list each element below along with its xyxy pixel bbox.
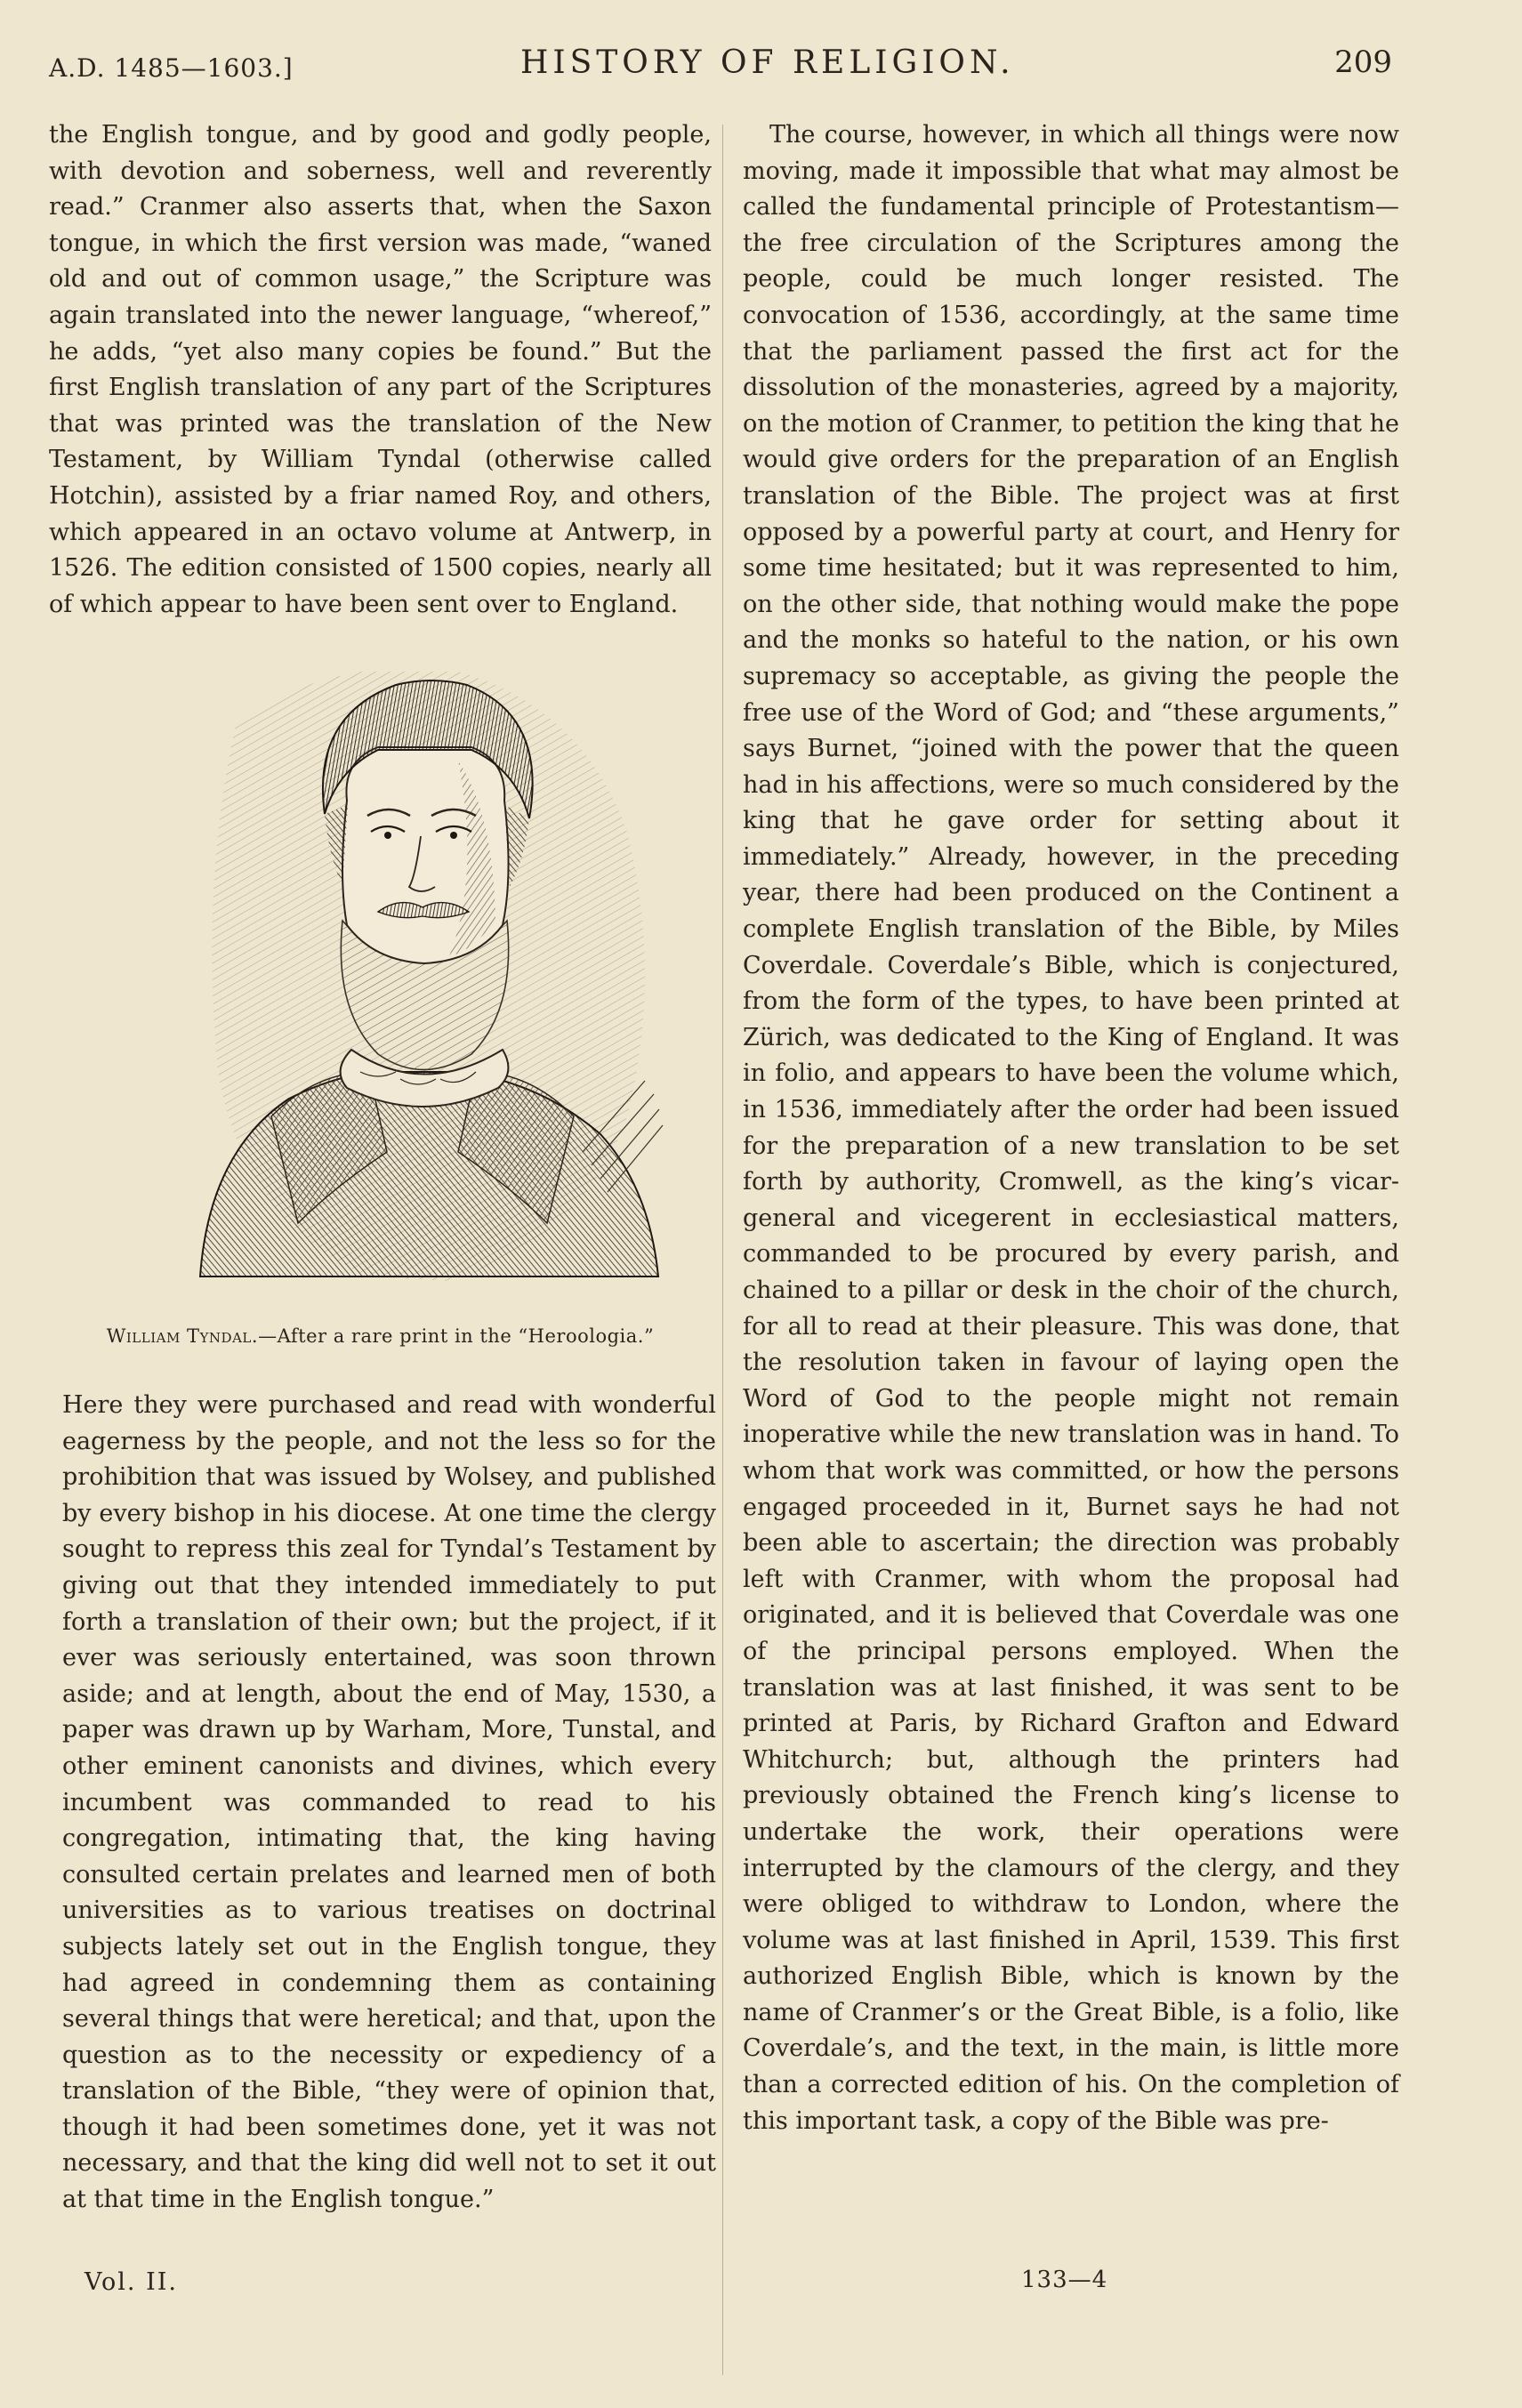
paragraph: Here they were purchased and read with wonderful eagerness by the people, and not the less so for the prohibition that was issued by Wolsey, and published by every bishop in his diocese. At one time the clergy sought to repress this zeal for Tyndal’s Testament by giving out that they intended immediately to put forth a translation of their own; but the project, if it ever was seriously entertained, was soon thrown aside; and at length, about the end of May, 1530, a paper was drawn up by Warham, More, Tunstal, and other eminent canonists and divines, which every incumbent was commanded to read to his congregation, intimating that, the king having consulted certain prelates and learned men of both universities as to various treatises on doctrinal subjects lately set out in the English tongue, they had agreed in condemning them as containing several things that were heretical; and that, upon the question as to the necessity or expediency of a translation of the Bible, “they were of opinion that, though it had been sometimes done, yet it was not necessary, and that the king did well not to set it out at that time in the English tongue.” [62,1391,716,2214]
paragraph: The course, however, in which all things were now moving, made it impossible that what may almost be called the fundamental principle of Protestantism—the free circulation of the Scriptures among the people, could be much longer resisted. The convocation of 1536, accordingly, at the same time that the parliament passed the first act for the dissolution of the monasteries, agreed by a majority, on the motion of Cranmer, to petition the king that he would give orders for the preparation of an English translation of the Bible. The project was at first opposed by a powerful party at court, and Henry for some time hesitated; but it was represented to him, on the other side, that nothing would make the pope and the monks so hateful to the nation, or his own supremacy so acceptable, as giving the people the free use of the Word of God; and “these arguments,” says Burnet, “joined with the power that the queen had in his affections, were so much considered by the king that he gave order for setting about it immediately.” Already, however, in the preceding year, there had been produced on the Continent a complete English translation of the Bible, by Miles Coverdale. Coverdale’s Bible, which is conjectured, from the form of the types, to have been printed at Zürich, was dedicated to the King of England. It was in folio, and appears to have been the volume which, in 1536, immediately after the order had been issued for the preparation of a new translation to be set forth by authority, Cromwell, as the king’s vicar-general and vicegerent in ecclesiastical matters, commanded to be procured by every parish, and chained to a pillar or desk in the choir of the church, for all to read at their pleasure. This was done, that the resolution taken in favour of laying open the Word of God to the people might not remain inoperative while the new translation was in hand. To whom that work was committed, or how the persons engaged proceeded in it, Burnet says he had not been able to ascertain; the direction was probably left with Cranmer, with whom the proposal had originated, and it is believed that Coverdale was one of the principal persons employed. When the translation was at last finished, it was sent to be printed at Paris, by Richard Grafton and Edward Whitchurch; but, although the printers had previously obtained the French king’s license to undertake the work, their operations were interrupted by the clamours of the clergy, and they were obliged to withdraw to London, where the volume was at last finished in April, 1539. This first authorized English Bible, which is known by the name of Cranmer’s or the Great Bible, is a folio, like Coverdale’s, and the text, in the main, is little more than a corrected edition of his. On the completion of this important task, a copy of the Bible was pre- [743,121,1399,2135]
column-divider [722,125,723,2375]
signature-mark: 133—4 [1021,2267,1108,2293]
running-head [49,44,1392,89]
caption-subject: William Tyndal. [106,1325,259,1347]
caption-source: —After a rare print in the “Heroologia.” [258,1325,655,1347]
page-number: 209 [1334,44,1392,80]
running-title: HISTORY OF RELIGION. [520,44,1015,81]
volume-mark: Vol. II. [85,2268,178,2296]
left-column-bottom [62,1388,716,2219]
paragraph-continued: the English tongue, and by good and godly people, with devotion and soberness, well and reverently read.” Cranmer also asserts that, when the Saxon tongue, in which the first version was made, “waned old and out of common usage,” the Scripture was again translated into the newer language, “whereof,” he adds, “yet also many copies be found.” But the first English translation of any part of the Scriptures that was printed was the translation of the New Testament, by William Tyndal (otherwise called Hotchin), assisted by a friar named Roy, and others, which appeared in an octavo volume at Antwerp, in 1526. The edition consisted of 1500 copies, nearly all of which appear to have been sent over to England. [49,121,712,618]
figure-caption [49,1325,712,1347]
portrait-illustration [165,654,672,1299]
date-range: A.D. 1485—1603.] [49,53,294,83]
portrait-engraving [165,654,672,1299]
left-column-top [49,117,712,623]
right-column [743,117,1399,2139]
